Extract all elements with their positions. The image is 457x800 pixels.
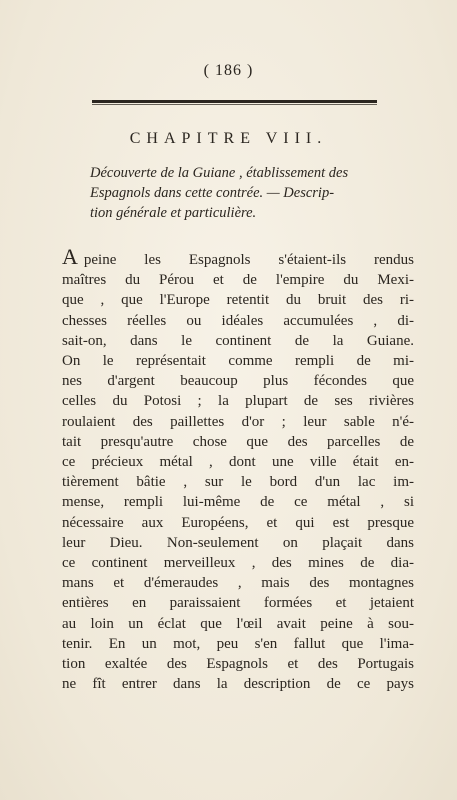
ornamental-rule — [92, 100, 377, 106]
body-line: chesses réelles ou idéales accumulées , di- — [62, 312, 414, 329]
body-line: mense, rempli lui-même de ce métal , si — [62, 494, 414, 511]
body-text — [62, 244, 414, 694]
chapter-subtitle — [90, 163, 400, 223]
body-line: ne fît entrer dans la description de ce pays — [62, 676, 414, 693]
body-line: sait-on, dans le continent de la Guiane. — [62, 332, 414, 349]
body-line: leur Dieu. Non-seulement on plaçait dans — [62, 534, 414, 551]
body-line: nécessaire aux Européens, et qui est presque — [62, 514, 414, 531]
rule-thin — [92, 104, 377, 105]
subtitle-line: Découverte de la Guiane , établissement des — [90, 165, 349, 181]
subtitle-line: Espagnols dans cette contrée. — Descrip- — [90, 185, 335, 201]
drop-cap: A — [62, 244, 78, 269]
body-line: nes d'argent beaucoup plus fécondes que — [62, 373, 414, 390]
chapter-heading: CHAPITRE VIII. — [129, 130, 328, 147]
body-line: mans et d'émeraudes , mais des montagnes — [62, 575, 414, 592]
body-line: tenir. En un mot, peu s'en fallut que l'ima- — [62, 635, 414, 652]
body-line: ce continent merveilleux , des mines de dia- — [62, 555, 414, 572]
body-line: entières en paraissaient formées et jetaient — [62, 595, 414, 612]
subtitle-line: tion générale et particulière. — [90, 205, 257, 221]
body-line: roulaient des paillettes d'or ; leur sable n'é- — [62, 413, 414, 430]
body-line: celles du Potosi ; la plupart de ses rivières — [62, 393, 414, 410]
body-line: tait presqu'autre chose que des parcelles de — [62, 433, 414, 450]
body-line: A peine les Espagnols s'étaient-ils rendus — [62, 244, 414, 269]
body-line: tièrement bâtie , sur le bord d'un lac im- — [62, 474, 414, 491]
body-line: ce précieux métal , dont une ville était en- — [62, 454, 414, 471]
body-line: que , que l'Europe retentit du bruit des ri- — [62, 292, 414, 309]
body-line: tion exaltée des Espagnols et des Portugais — [62, 656, 414, 673]
body-line: au loin un éclat que l'œil avait peine à sou- — [62, 615, 414, 632]
page-number: ( 186 ) — [203, 62, 254, 79]
body-line: On le représentait comme rempli de mi- — [62, 353, 414, 370]
rule-thick — [92, 100, 377, 103]
body-line: maîtres du Pérou et de l'empire du Mexi- — [62, 272, 414, 289]
